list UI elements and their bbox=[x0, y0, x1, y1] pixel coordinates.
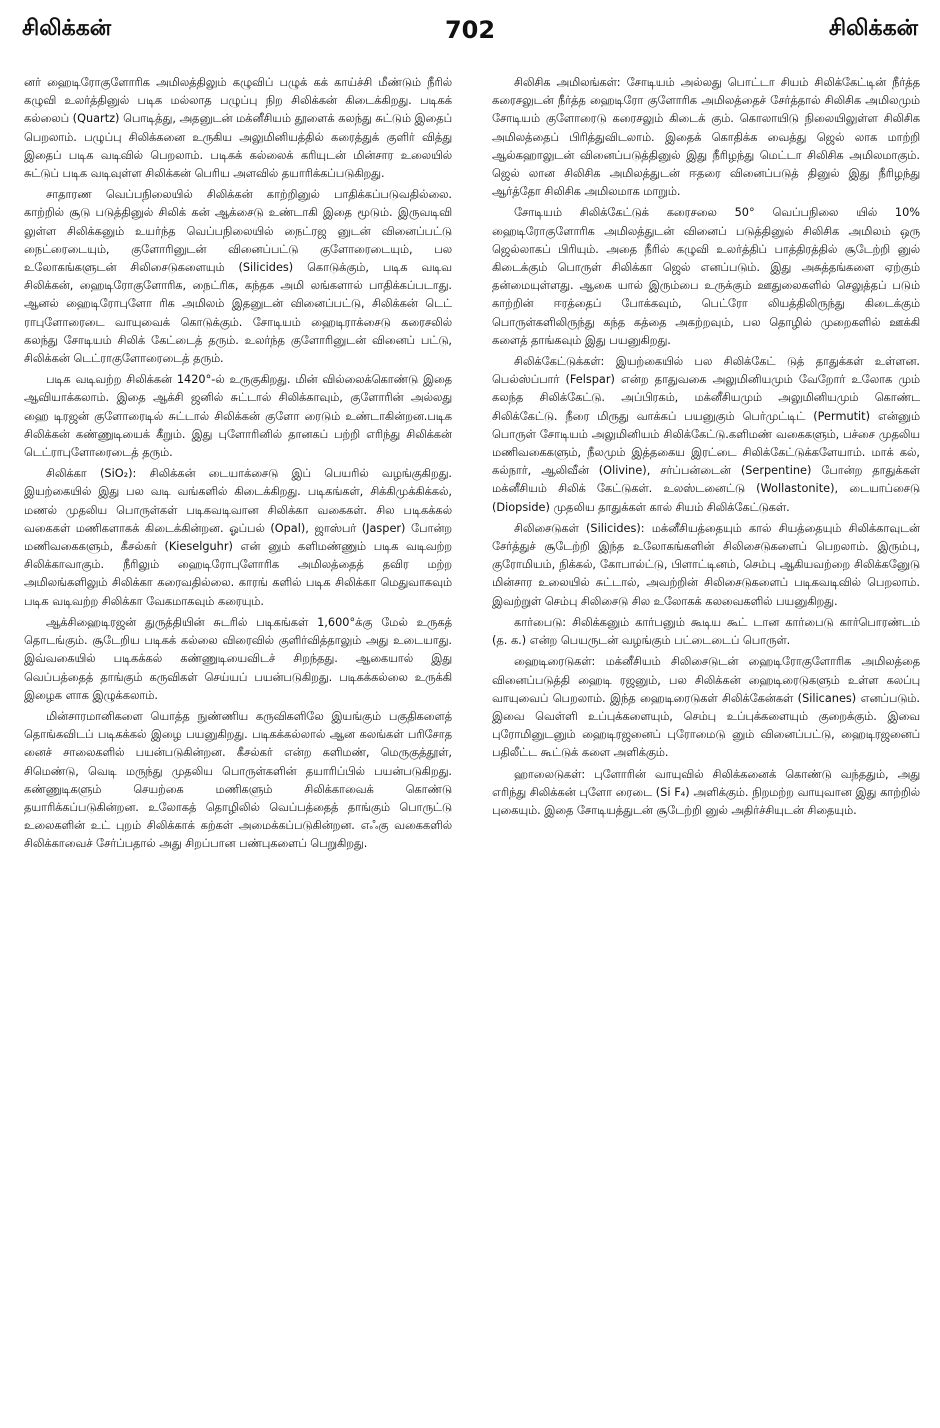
paragraph: சிலிசிக அமிலங்கள்: சோடியம் அல்லது பொட்டா சியம் சிலிக்கேட்டின் நீர்த்த கரைசலுடன் நீர்த்த ஹைடிரோ குளோரிக அமிலத்தைச் சேர்த்தால் சிலிசிக அமிலமும் சோடியம் குளோரைடு கரைசலும் கிடைக் கும். கொலாயிடு நிலையிலுள்ள சிலிசிக அமிலத்தைப் பிரித்துவிடலாம். இதைக் கொதிக்க வைத்து ஜெல் லாக மாற்றி ஆல்கஹாலுடன் வினைப்படுத்தினுல் இது நீரிழந்து மெட்டா சிலிசிக அமிலமாகும். ஜெல் லான சிலிசிக அமிலத்துடன் ஈதரை வினைப்படுத் தினுல் இது நீரிழந்து ஆர்த்தோ சிலிசிக அமிலமாக மாறும். bbox=[492, 76, 920, 199]
paragraph: கார்பைடு: சிலிக்கனும் கார்பனும் கூடிய கூட் டான கார்பைடு கார்பொரண்டம் (த. க.) என்ற பெயருடன் வழங்கும் பட்டைடைப் பொருள். bbox=[492, 615, 920, 648]
paragraph: ஹைடிரைடுகள்: மக்னீசியம் சிலிசைடுடன் ஹைடிரோகுளோரிக அமிலத்தை வினைப்படுத்தி ஹைடி ரஜனும், பல சிலிக்கன் ஹைடிரைடுகளும் உள்ள கலப்பு வாயுவைப் பெறலாம். இந்த ஹைடிரைடுகள் சிலிக்கேன்கள் (Silicanes) எனப்படும். இவை வெள்ளி உப்புக்களையும், செம்பு உப்புக்களையும் குறைக்கும். இவை புரோமினுடனும் ஹைடிரஜனைப் புரோமைடு னும் வினைப்பட்டு, ஹைடிரஜனைப் பதிலீட்ட கூட்டுக் களை அளிக்கும். bbox=[492, 655, 920, 760]
running-head-left: சிலிக்கன் bbox=[22, 16, 112, 41]
left-column bbox=[24, 74, 452, 1414]
paragraph: சிலிக்கேட்டுக்கள்: இயற்கையில் பல சிலிக்கேட் டுத் தாதுக்கள் உள்ளன. பெல்ஸ்ப்பார் (Felspar) என்ற தாதுவகை அலுமினியமும் வேறோர் உலோக மும் கலந்த சிலிக்கேட்டு. அப்பிரகம், மக்னீசியமும் அலுமினியமும் கொண்ட சிலிக்கேட்டு. நீரை மிருது வாக்கப் பயனுகும் பெர்முட்டிட் (Permutit) என்னும் பொருள் சோடியம் அலுமினியம் சிலிக்கேட்டு.களிமண் வகைகளும், பச்சை முதலிய மணிவகைகளும், நீலமும் இத்தகைய இரட்டை சிலிக்கேட்டுக்களேயாம். மாக் கல், கல்நார், ஆலிவீன் (Olivine), சர்ப்பன்டைன் (Serpentine) போன்ற தாதுக்கள் மக்னீசியம் சிலிக் கேட்டுகள். உலஸ்டனைட்டு (Wollastonite), டையாப்சைடு (Diopside) முதலிய தாதுக்கள் கால் சியம் சிலிக்கேட்டுகள். bbox=[492, 355, 920, 514]
page-header bbox=[22, 8, 918, 68]
paragraph: சாதாரண வெப்பநிலையில் சிலிக்கன் காற்றினுல் பாதிக்கப்படுவதில்லை. காற்றில் சூடு படுத்தினுல் சிலிக் கன் ஆக்சைடு உண்டாகி இதை மூடும். இருவடிவி லுள்ள சிலிக்கனும் உயர்ந்த வெப்பநிலையில் நைட்ரஜ னுடன் வினைப்பட்டு நைட்ரைடையும், குளோரினுடன் வினைப்பட்டு குளோரைடையும், பல உலோகங்களுடன் சிலிசைடுகளையும் (Silicides) கொடுக்கும், படிக வடிவ சிலிக்கன், ஹைடிரோகுளோரிக, நைட்ரிக, கந்தக அமி லங்களால் பாதிக்கப்படாது. ஆனல் ஹைடிரோபுளோ ரிக அமிலம் இதனுடன் வினைப்பட்டு, சிலிக்கன் டெட் ராபுளோரைடை வாயுவைக் கொடுக்கும். சோடியம் ஹைடிராக்சைடு கரைசலில் கலந்து சோடியம் சிலிக் கேட்டைத் தரும். உலர்ந்த குளோரினுடன் வினைப் பட்டு, சிலிக்கன் டெட்ராகுளோரைடைத் தரும். bbox=[24, 188, 452, 366]
paragraph: மின்சாரமானிகளை யொத்த நுண்ணிய கருவிகளிலே இயங்கும் பகுதிகளைத் தொங்கவிடப் படிகக்கல் இழை பயனுகிறது. படிகக்கல்லால் ஆன கலங்கள் பரிசோத னைச் சாலைகளில் பயன்படுகின்றன. கீசல்கர் என்ற களிமண், மெருகுத்தூள், சிமெண்டு, வெடி மருந்து முதலிய பொருள்களின் தயாரிப்பில் பயன்படுகிறது. கண்ணுடிகளும் செயற்கை மணிகளும் சிலிக்காவைக் கொண்டு தயாரிக்கப்படுகின்றன. உலோகத் தொழிலில் வெப்பத்தைத் தாங்கும் பொருட்டு உலைகளின் உட் புறம் சிலிக்காக் கற்கள் அமைக்கப்படுகின்றன. எஃகு வகைகளில் சிலிக்காவைச் சேர்ப்பதால் அது சிறப்பான பண்புகளைப் பெறுகிறது. bbox=[24, 709, 452, 851]
paragraph: ஆக்சிஹைடிரஜன் துருத்தியின் சுடரில் படிகங்கள் 1,600°க்கு மேல் உருகத் தொடங்கும். சூடேறிய படிகக் கல்லை விரைவில் குளிர்வித்தாலும் அது உடையாது. இவ்வகையில் படிகக்கல் கண்ணுடியைவிடச் சிறந்தது. ஆகையால் இது வெப்பத்தைத் தாங்கும் கருவிகள் செய்யப் பயன்படுகிறது. படிகக்கல்லை உருக்கி இழைக ளாக இழுக்கலாம். bbox=[24, 615, 452, 702]
right-column bbox=[492, 74, 920, 1414]
paragraph: ஹாலைடுகள்: புளோரின் வாயுவில் சிலிக்கனைக் கொண்டு வந்ததும், அது எரிந்து சிலிக்கன் புளோ ரைடை (Si F₄) அளிக்கும். நிறமற்ற வாயுவான இது காற்றில் புகையும். இதை சோடியத்துடன் சூடேற்றி னுல் அதிர்ச்சியுடன் சிதையும். bbox=[492, 767, 920, 817]
paragraph: சோடியம் சிலிக்கேட்டுக் கரைசலை 50° வெப்பநிலை யில் 10% ஹைடிரோகுளோரிக அமிலத்துடன் வினைப் படுத்தினுல் சிலிசிக அமிலம் ஒரு ஜெல்லாகப் பிரியும். அதை நீரில் கழுவி உலர்த்திப் பாத்திரத்தில் சூடேற்றி னுல் கிடைக்கும் பொருள் சிலிக்கா ஜெல் எனப்படும். இது அசுத்தங்களை ஏற்கும் தன்மையுள்ளது. ஆகை யால் இரும்பை உருக்கும் ஊதுலைகளில் செலுத்தப் படும் காற்றின் ஈரத்தைப் போக்கவும், பெட்ரோ லியத்திலிருந்து கிடைக்கும் பொருள்களிலிருந்து கந்த கத்தை அகற்றவும், பல தொழில் முறைகளில் ஊக்கி களைத் தாங்கவும் இது பயனுகிறது. bbox=[492, 206, 920, 347]
paragraph: னர் ஹைடிரோகுளோரிக அமிலத்திலும் கழுவிப் பழுக் கக் காய்ச்சி மீண்டும் நீரில் கழுவி உலர்த்தினுல் படிக மல்லாத பழுப்பு நிற சிலிக்கன் கிடைக்கிறது. படிகக் கல்லைப் (Quartz) பொடித்து, அதனுடன் மக்னீசியம் தூளைக் கலந்து சுட்டும் இதைப் பெறலாம். பழுப்பு சிலிக்கனை உருகிய அலுமினியத்தில் கரைத்துக் குளிர் வித்து இதைப் படிக வடிவில் பெறலாம். படிகக் கல்லைக் கரியுடன் மின்சார உலையில் சுட்டுப் படிக வடிவுள்ள சிலிக்கன் பெரிய அளவில் தயாரிக்கப்படுகிறது. bbox=[24, 76, 452, 181]
paragraph: சிலிக்கா (SiO₂): சிலிக்கன் டையாக்சைடு இப் பெயரில் வழங்குகிறது. இயற்கையில் இது பல வடி வங்களில் கிடைக்கிறது. படிகங்கள், சிக்கிமுக்கிக்கல், மணல் முதலிய பொருள்கள் படிகவடிவான சிலிக்கா வகைகள். சில படிகக்கல் வகைகள் மணிகளாகக் கிடைக்கின்றன. ஓப்பல் (Opal), ஜாஸ்பர் (Jasper) போன்ற மணிவகைகளும், கீசல்கர் (Kieselguhr) என் னும் களிமண்ணும் படிக வடிவற்ற சிலிக்காவாகும். நீரிலும் ஹைடிரோபுளோரிக அமிலத்தைத் தவிர மற்ற அமிலங்களிலும் சிலிக்கா கரைவதில்லை. காரங் களில் படிக சிலிக்கா மெதுவாகவும் படிக வடிவற்ற சிலிக்கா வேகமாகவும் கரையும். bbox=[24, 467, 452, 608]
paragraph: சிலிசைடுகள் (Silicides): மக்னீசியத்தையும் கால் சியத்தையும் சிலிக்காவுடன் சேர்த்துச் சூடேற்றி இந்த உலோகங்களின் சிலிசைடுகளைப் பெறலாம். இரும்பு, குரோமியம், நிக்கல், கோபால்ட்டு, பிளாட்டினம், செம்பு ஆகியவற்றை சிலிக்கனுேடு மின்சார உலையில் சுட்டால், அவற்றின் சிலிசைடுகளைப் படிகவடிவில் பெறலாம். இவற்றுள் செம்பு சிலிசைடு சில உலோகக் கலவைகளில் பயனுகிறது. bbox=[492, 521, 920, 608]
paragraph: படிக வடிவற்ற சிலிக்கன் 1420°-ல் உருகுகிறது. மின் வில்லைக்கொண்டு இதை ஆவியாக்கலாம். இதை ஆக்சி ஜனில் சுட்டால் சிலிக்காவும், குளோரின் அல்லது ஹை டிரஜன் குளோரைடில் சுட்டால் சிலிக்கன் குளோ ரைடும் உண்டாகின்றன.படிக சிலிக்கன் கண்ணுடியைக் கீறும். இது புளோரினில் தானகப் பற்றி எரிந்து சிலிக்கன் டெட்ராபுளோரைடைத் தரும். bbox=[24, 373, 452, 460]
running-head-right: சிலிக்கன் bbox=[828, 16, 918, 41]
page-number: 702 bbox=[444, 16, 496, 44]
